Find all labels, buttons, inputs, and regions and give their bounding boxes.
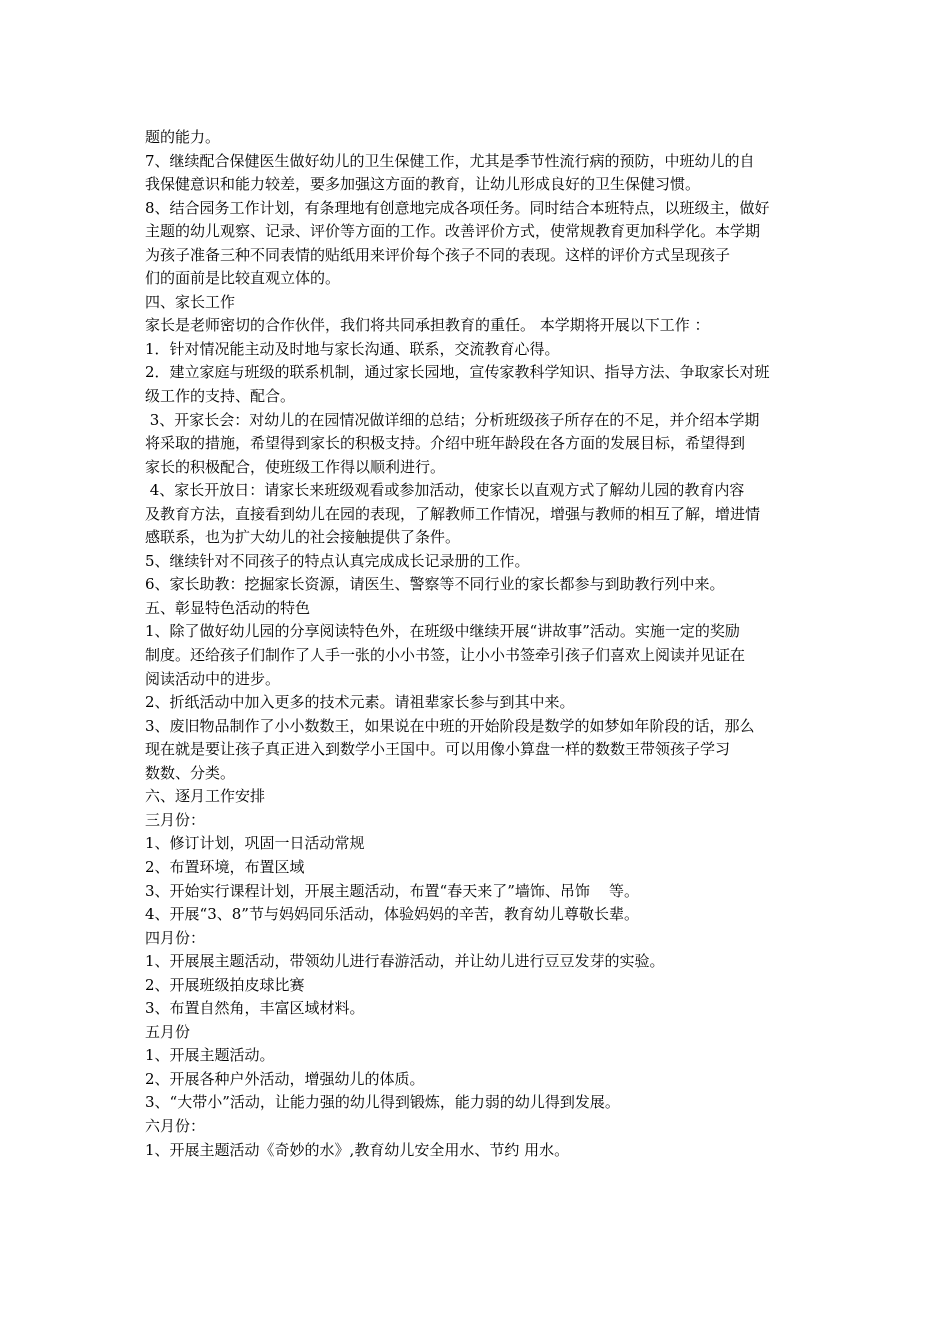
text-line: 1、除了做好幼儿园的分享阅读特色外，在班级中继续开展“讲故事”活动。实施一定的奖励 — [145, 622, 740, 641]
text-line: 3、布置自然角，丰富区域材料。 — [145, 999, 365, 1018]
text-line: 1、开展主题活动。 — [145, 1046, 275, 1065]
text-line: 制度。还给孩子们制作了人手一张的小小书签，让小小书签牵引孩子们喜欢上阅读并见证在 — [145, 646, 746, 665]
text-line: 5、继续针对不同孩子的特点认真完成成长记录册的工作。 — [145, 551, 530, 570]
text-line: 8、结合园务工作计划，有条理地有创意地完成各项任务。同时结合本班特点，以班级主，做好 — [145, 198, 770, 217]
text-line: 及教育方法，直接看到幼儿在园的表现，了解教师工作情况，增强与教师的相互了解，增进情 — [145, 504, 761, 523]
text-line: 3、废旧物品制作了小小数数王，如果说在中班的开始阶段是数学的如梦如年阶段的话，那么 — [145, 716, 755, 735]
text-line: 2、开展班级拍皮球比赛 — [145, 975, 305, 994]
text-line: 们的面前是比较直观立体的。 — [145, 269, 341, 288]
text-line: 1、开展展主题活动，带领幼儿进行春游活动，并让幼儿进行豆豆发芽的实验。 — [145, 952, 665, 971]
month-heading: 四月份： — [145, 928, 206, 947]
text-line: 4、家长开放日：请家长来班级观看或参加活动，使家长以直观方式了解幼儿园的教育内容 — [145, 481, 745, 500]
text-line: 7、继续配合保健医生做好幼儿的卫生保健工作，尤其是季节性流行病的预防，中班幼儿的自 — [145, 151, 755, 170]
text-line: 2、开展各种户外活动，增强幼儿的体质。 — [145, 1069, 425, 1088]
text-line: 题的能力。 — [145, 128, 221, 146]
text-line: 2．建立家庭与班级的联系机制，通过家长园地，宣传家教科学知识、指导方法、争取家长对班 — [145, 363, 770, 382]
text-line: 3、开始实行课程计划，开展主题活动，布置“春天来了”墙饰、吊饰 等。 — [145, 881, 639, 900]
text-line: 为孩子准备三种不同表情的贴纸用来评价每个孩子不同的表现。这样的评价方式呈现孩子 — [145, 245, 731, 264]
text-line: 1、修订计划，巩固一日活动常规 — [145, 834, 365, 853]
text-line: 阅读活动中的进步。 — [145, 669, 281, 688]
text-line: 6、家长助教：挖掘家长资源，请医生、警察等不同行业的家长都参与到助教行列中来。 — [145, 575, 725, 594]
text-line: 4、开展“3、8”节与妈妈同乐活动，体验妈妈的辛苦，教育幼儿尊敬长辈。 — [145, 905, 639, 924]
month-heading: 三月份： — [145, 810, 206, 829]
text-line: 3、“大带小”活动，让能力强的幼儿得到锻炼，能力弱的幼儿得到发展。 — [145, 1093, 620, 1112]
text-line: 我保健意识和能力较差，要多加强这方面的教育，让幼儿形成良好的卫生保健习惯。 — [145, 175, 701, 194]
text-line: 3、开家长会：对幼儿的在园情况做详细的总结；分析班级孩子所存在的不足，并介绍本学期 — [145, 410, 760, 429]
section-heading: 四、家长工作 — [145, 292, 236, 311]
section-heading: 六、逐月工作安排 — [145, 787, 266, 806]
month-heading: 六月份： — [145, 1116, 206, 1135]
text-line: 数数、分类。 — [145, 763, 236, 782]
text-line: 2、折纸活动中加入更多的技术元素。请祖辈家长参与到其中来。 — [145, 693, 575, 712]
text-line: 家长的积极配合，使班级工作得以顺利进行。 — [145, 457, 446, 476]
text-line: 现在就是要让孩子真正进入到数学小王国中。可以用像小算盘一样的数数王带领孩子学习 — [145, 740, 731, 759]
text-line: 级工作的支持、配合。 — [145, 387, 296, 406]
text-line: 2、布置环境，布置区域 — [145, 857, 305, 876]
text-line: 感联系，也为扩大幼儿的社会接触提供了条件。 — [145, 528, 461, 547]
text-line: 将采取的措施，希望得到家长的积极支持。介绍中班年龄段在各方面的发展目标，希望得到 — [145, 434, 746, 453]
text-line: 主题的幼儿观察、记录、评价等方面的工作。改善评价方式，使常规教育更加科学化。本学期 — [145, 222, 761, 241]
text-line: 1、开展主题活动《奇妙的水》,教育幼儿安全用水、节约 用水。 — [145, 1140, 570, 1159]
text-line: 家长是老师密切的合作伙伴，我们将共同承担教育的重任。 本学期将开展以下工作 ： — [145, 316, 710, 335]
month-heading: 五月份 — [145, 1022, 191, 1041]
document-body — [145, 126, 813, 1162]
text-line: 1．针对情况能主动及时地与家长沟通、联系，交流教育心得。 — [145, 339, 560, 358]
section-heading: 五、彰显特色活动的特色 — [145, 598, 311, 617]
